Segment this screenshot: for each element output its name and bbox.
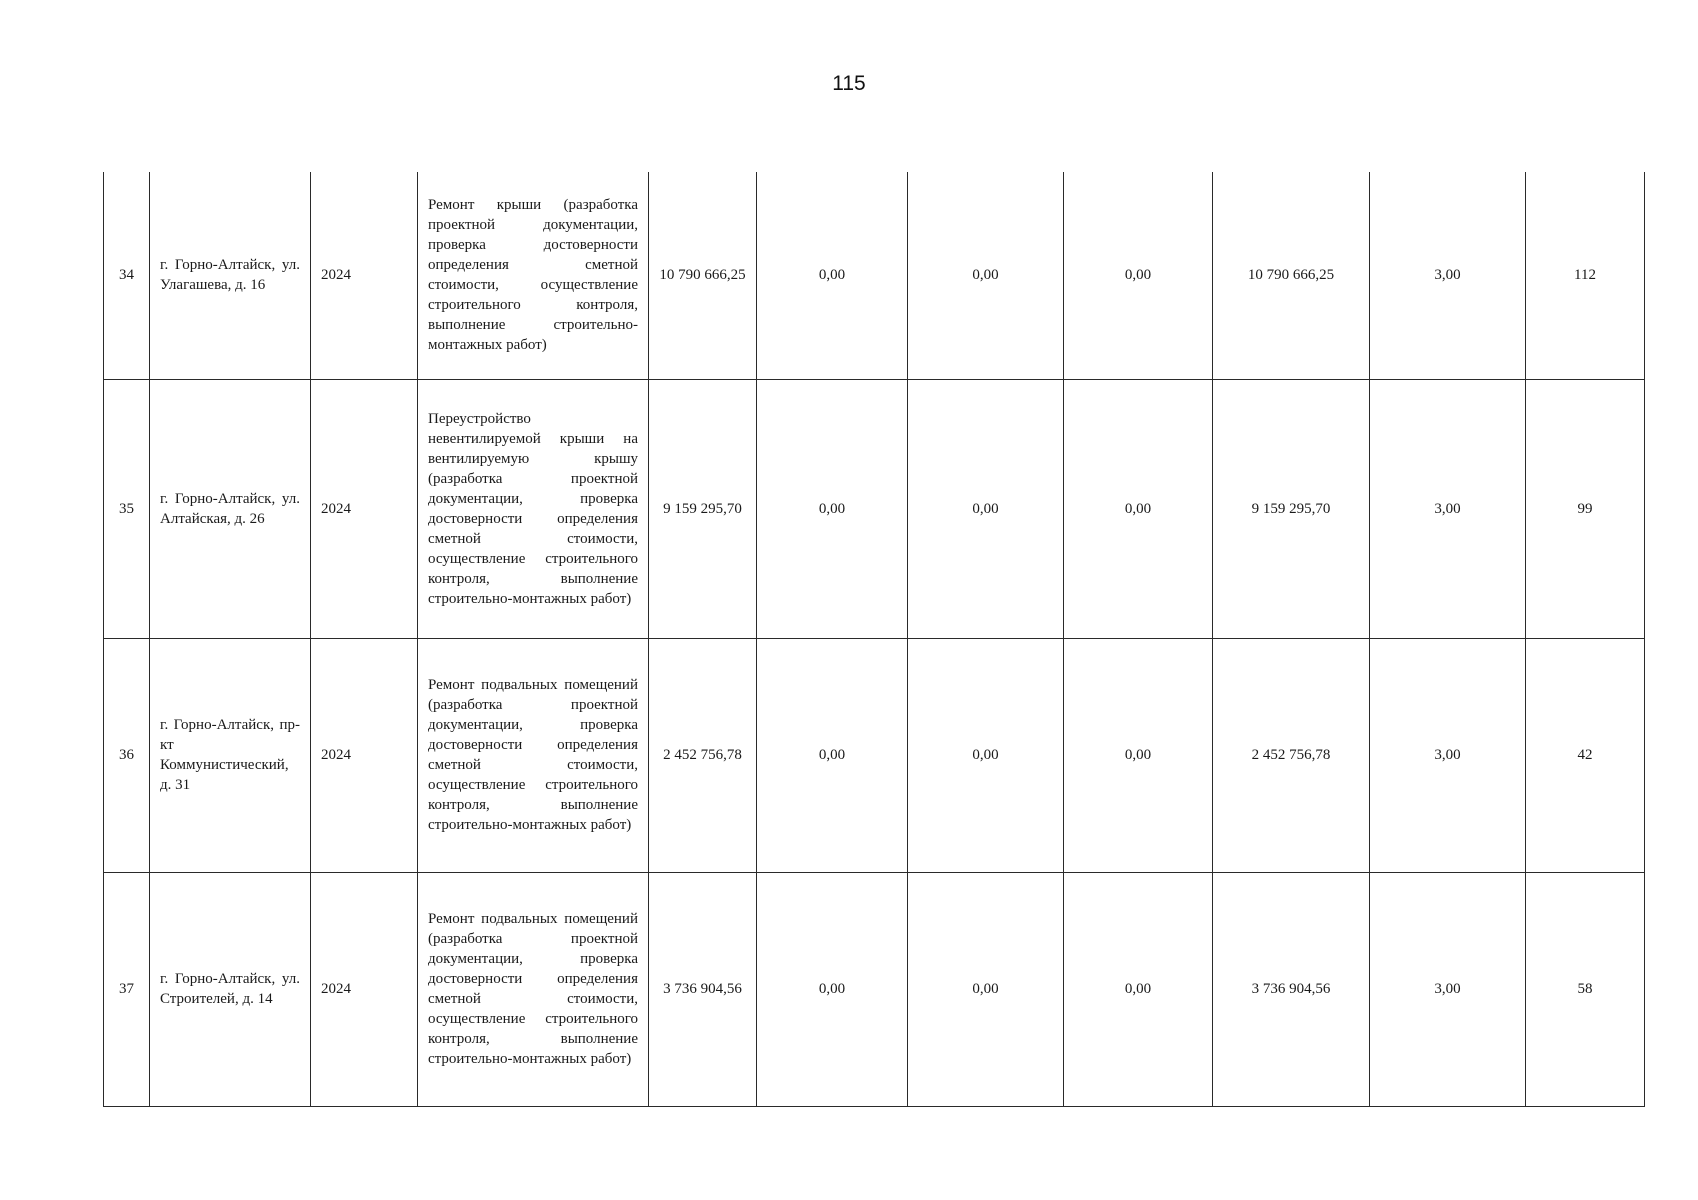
value-cell-1: 0,00 [757,172,908,379]
row-number-cell: 34 [104,172,150,379]
rate-cell: 3,00 [1370,872,1526,1106]
rate-cell: 3,00 [1370,172,1526,379]
value-cell-3: 0,00 [1064,379,1213,638]
value-cell-1: 0,00 [757,379,908,638]
last-value-cell: 112 [1526,172,1645,379]
total-cell: 2 452 756,78 [1213,638,1370,872]
value-cell-2: 0,00 [908,172,1064,379]
work-description-cell: Переустройство невентилируемой крыши на вентилируемую крышу (разработка проектной документации, проверка достоверности определения сметной стоимости, осуществление строительного контроля, выполнение строительно-монтажных работ) [418,379,649,638]
value-cell-1: 0,00 [757,872,908,1106]
value-cell-3: 0,00 [1064,638,1213,872]
work-description-cell: Ремонт подвальных помещений (разработка проектной документации, проверка достоверности определения сметной стоимости, осуществление строительного контроля, выполнение строительно-монтажных работ) [418,872,649,1106]
value-cell-1: 0,00 [757,638,908,872]
work-description-cell: Ремонт подвальных помещений (разработка проектной документации, проверка достоверности определения сметной стоимости, осуществление строительного контроля, выполнение строительно-монтажных работ) [418,638,649,872]
row-number-cell: 35 [104,379,150,638]
table-row [104,872,1645,1106]
year-cell: 2024 [311,172,418,379]
total-cell: 9 159 295,70 [1213,379,1370,638]
cost-cell: 3 736 904,56 [649,872,757,1106]
table-row [104,638,1645,872]
address-cell: г. Горно-Алтайск, ул. Улагашева, д. 16 [150,172,311,379]
address-cell: г. Горно-Алтайск, ул. Строителей, д. 14 [150,872,311,1106]
year-cell: 2024 [311,379,418,638]
total-cell: 10 790 666,25 [1213,172,1370,379]
work-description-cell: Ремонт крыши (разработка проектной документации, проверка достоверности определения сметной стоимости, осуществление строительного контроля, выполнение строительно-монтажных работ) [418,172,649,379]
value-cell-3: 0,00 [1064,872,1213,1106]
year-cell: 2024 [311,638,418,872]
year-cell: 2024 [311,872,418,1106]
value-cell-2: 0,00 [908,638,1064,872]
cost-cell: 2 452 756,78 [649,638,757,872]
row-number-cell: 36 [104,638,150,872]
page-number: 115 [832,72,866,95]
address-cell: г. Горно-Алтайск, пр-кт Коммунистический, д. 31 [150,638,311,872]
last-value-cell: 99 [1526,379,1645,638]
value-cell-2: 0,00 [908,379,1064,638]
repair-program-table [103,172,1645,1107]
last-value-cell: 42 [1526,638,1645,872]
row-number-cell: 37 [104,872,150,1106]
cost-cell: 10 790 666,25 [649,172,757,379]
value-cell-2: 0,00 [908,872,1064,1106]
rate-cell: 3,00 [1370,379,1526,638]
table-row [104,172,1645,379]
last-value-cell: 58 [1526,872,1645,1106]
value-cell-3: 0,00 [1064,172,1213,379]
table-row [104,379,1645,638]
rate-cell: 3,00 [1370,638,1526,872]
total-cell: 3 736 904,56 [1213,872,1370,1106]
address-cell: г. Горно-Алтайск, ул. Алтайская, д. 26 [150,379,311,638]
cost-cell: 9 159 295,70 [649,379,757,638]
